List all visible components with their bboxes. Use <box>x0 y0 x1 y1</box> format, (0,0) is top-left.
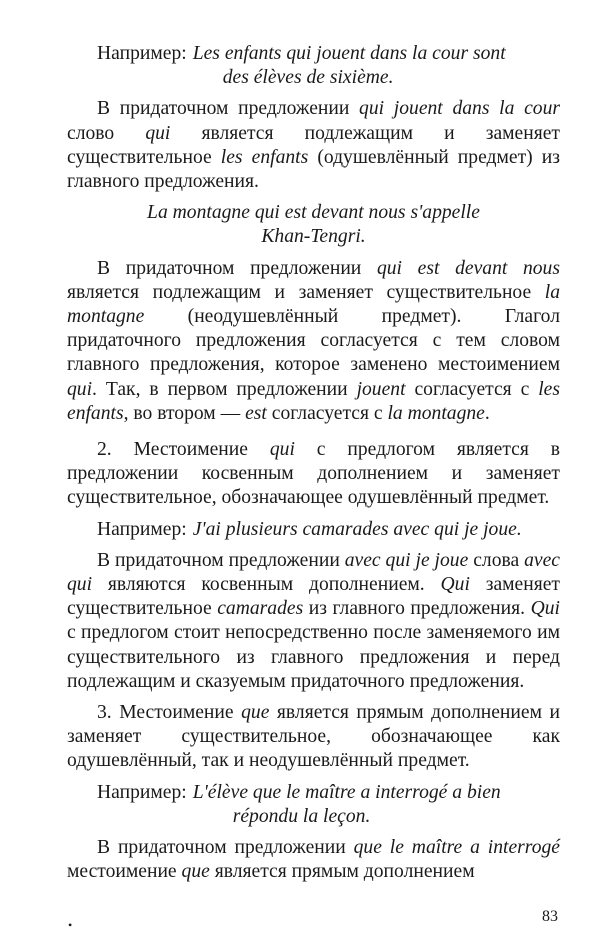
italic-term: Qui <box>440 574 470 596</box>
italic-term: que <box>181 861 210 883</box>
text-segment: 2. Местоимение <box>97 439 270 461</box>
paragraph-2 <box>67 257 560 426</box>
text-segment: согласуется с <box>266 402 388 424</box>
text-segment: В придаточном предложении <box>97 549 345 571</box>
text-segment: . Так, в первом предложении <box>92 378 357 400</box>
text-segment: (неодушевлённый предмет). Глагол придаточного предложения согласуется с тем словом главного предложения, которое заменено местоимением <box>67 306 560 376</box>
example-4-line-1: L'élève que le maître a interrogé a bien <box>192 781 501 803</box>
italic-term: jouent <box>356 378 406 400</box>
text-segment: являются косвенным дополнением. <box>92 574 441 596</box>
italic-term: qui <box>145 122 171 144</box>
italic-term: camarades <box>217 598 304 620</box>
text-segment: с предлогом является в предложении косвенным дополнением и заменяет существительное, обозначающее одушевлённый предмет. <box>67 439 561 509</box>
text-segment: с предлогом стоит непосредственно после заменяемого им существительного из главного предложения и перед подлежащим и сказуемым придаточного предложения. <box>67 622 560 692</box>
text-segment: (одушевлённый предмет) из главного предложения. <box>67 146 560 193</box>
italic-term: que <box>241 702 270 724</box>
example-2-line-1: La montagne qui est devant nous s'appelle <box>147 202 480 224</box>
text-segment: является подлежащим и заменяет существительное <box>67 281 545 303</box>
example-label: Например: <box>97 43 187 64</box>
italic-term: est <box>245 402 267 424</box>
paragraph-5 <box>67 701 560 774</box>
italic-term: les enfants <box>220 146 309 168</box>
example-4 <box>67 781 560 829</box>
italic-term: que le maître a interrogé <box>353 837 560 859</box>
text-segment: В придаточном предложении <box>97 257 377 279</box>
text-segment: 3. Местоимение <box>97 702 242 724</box>
italic-term: la montagne <box>387 402 485 424</box>
italic-term: qui jouent dans la cour <box>359 98 560 120</box>
example-label: Например: <box>97 518 187 540</box>
italic-term: avec qui <box>67 549 560 596</box>
example-1-line-1: Les enfants qui jouent dans la cour sont <box>192 43 506 64</box>
example-4-line-2: répondu la leçon. <box>232 805 371 827</box>
text-segment: местоимение <box>67 861 182 883</box>
example-label: Например: <box>97 781 187 803</box>
italic-term: qui <box>269 439 295 461</box>
text-segment: из главного предложения. <box>303 598 531 620</box>
text-segment: является подлежащим и заменяет существительное <box>67 122 560 168</box>
text-segment: . <box>484 402 490 424</box>
example-1 <box>67 42 560 90</box>
text-segment: В придаточном предложении <box>97 837 354 859</box>
text-segment: слова <box>468 549 525 571</box>
example-3 <box>67 518 560 542</box>
example-2-line-2: Khan-Tengri. <box>261 226 366 248</box>
paragraph-4 <box>67 549 560 694</box>
paragraph-3 <box>67 438 560 511</box>
page-number: 83 <box>542 908 558 925</box>
italic-term: qui est devant nous <box>376 257 560 279</box>
example-2 <box>67 201 560 249</box>
text-segment: слово <box>67 122 146 144</box>
italic-term: qui <box>67 378 93 400</box>
text-segment: , во втором — <box>123 402 246 424</box>
printer-mark: • <box>68 918 73 932</box>
paragraph-6 <box>67 836 560 884</box>
text-segment: заменяет существительное <box>67 574 560 620</box>
italic-term: Qui <box>530 598 560 620</box>
text-segment: является прямым дополнением и заменяет существительное, обозначающее как одушевлённый, так и неодушевлённый предмет. <box>67 702 560 772</box>
italic-term: les enfants <box>67 378 560 424</box>
italic-term: avec qui je joue <box>344 549 469 571</box>
text-segment: В придаточном предложении <box>97 98 360 120</box>
italic-term: la montagne <box>67 281 560 328</box>
text-segment: является прямым дополнением <box>209 861 475 883</box>
example-3-line-1: J'ai plusieurs camarades avec qui je joue. <box>192 518 522 540</box>
example-1-line-2: des élèves de sixième. <box>222 67 394 89</box>
text-segment: согласуется с <box>405 378 539 400</box>
paragraph-1 <box>67 97 560 194</box>
page-footer <box>0 905 600 935</box>
